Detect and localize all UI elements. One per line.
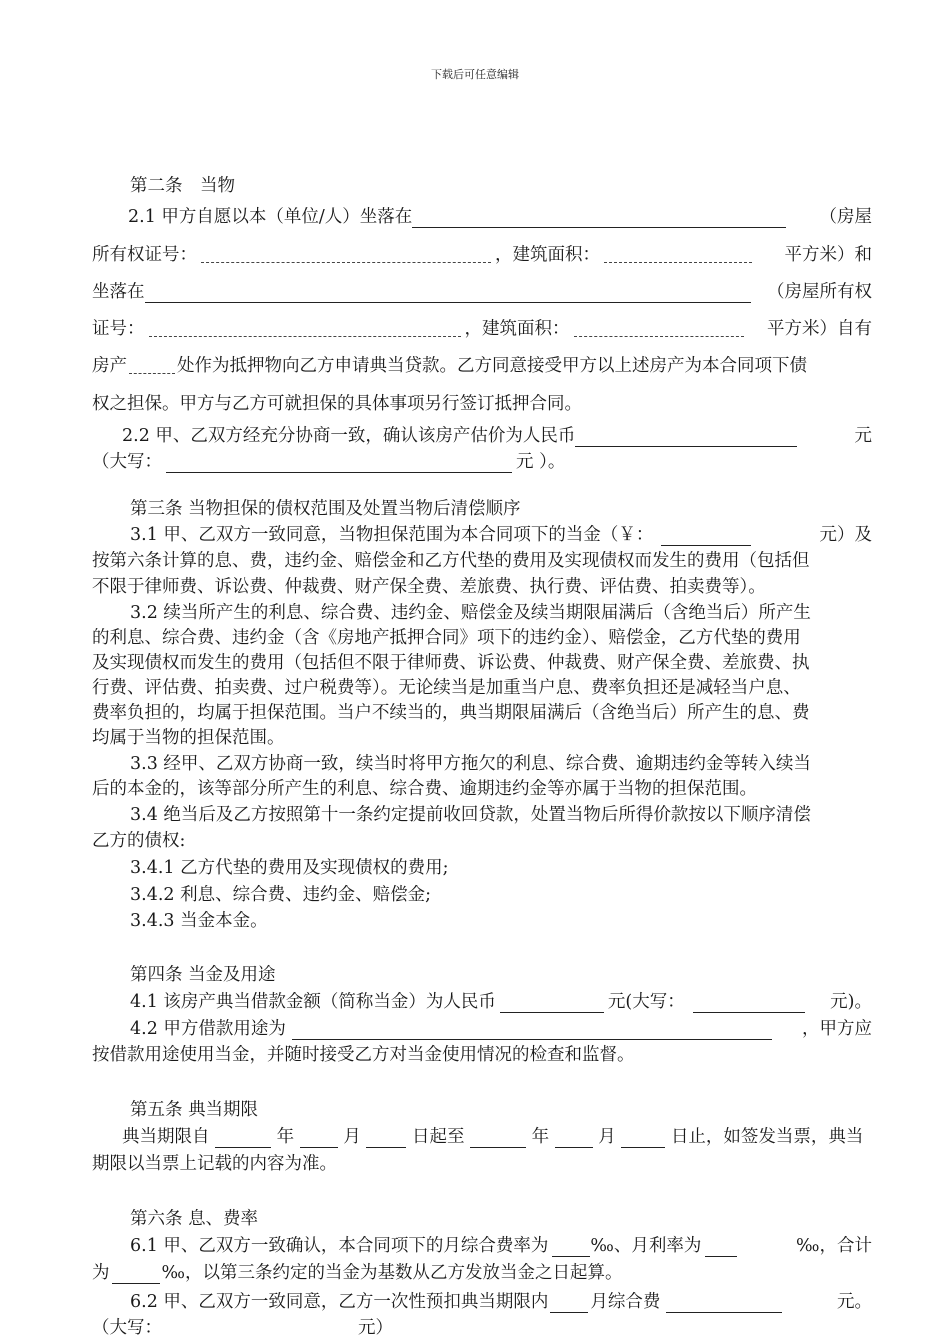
article-2-line-7: 2.2 甲、乙双方经充分协商一致，确认该房产估价为人民币 元 xyxy=(122,426,872,446)
article-4-line-3: 按借款用途使用当金，并随时接受乙方对当金使用情况的检查和监督。 xyxy=(92,1045,635,1065)
blank-location-2[interactable] xyxy=(145,284,751,303)
article-2-line-1: 2.1 甲方自愿以本（单位/人）坐落在 （房屋 xyxy=(128,207,872,227)
article-3-line-7: 行费、评估费、拍卖费、过户税费等）。无论续当是加重当户息、费率负担还是减轻当户息、 xyxy=(92,678,801,698)
article-3-title: 第三条 当物担保的债权范围及处置当物后清偿顺序 xyxy=(130,499,521,519)
page-header: 下载后可任意编辑 xyxy=(431,68,519,81)
article-3-line-11: 后的本金的，该等部分所产生的利息、综合费、逾期违约金等亦属于当物的担保范围。 xyxy=(92,779,757,799)
blank-property-count[interactable] xyxy=(129,359,175,374)
article-3-line-13: 乙方的债权: xyxy=(92,831,186,851)
article-6-line-4: （大写： 元） xyxy=(92,1318,393,1338)
blank-loan-amount-words[interactable] xyxy=(693,994,805,1013)
article-2-line-6: 权之担保。甲方与乙方可就担保的具体事项另行签订抵押合同。 xyxy=(92,394,582,414)
article-4-title: 第四条 当金及用途 xyxy=(130,965,276,985)
article-3-line-9: 均属于当物的担保范围。 xyxy=(92,728,285,748)
article-3-line-8: 费率负担的，均属于担保范围。当户不续当的，典当期限届满后（含绝当后）所产生的息、费 xyxy=(92,703,810,723)
blank-appraised-value-words[interactable] xyxy=(166,454,512,473)
blank-total-rate[interactable] xyxy=(112,1265,160,1284)
blank-location-1[interactable] xyxy=(412,209,786,228)
blank-appraised-value[interactable] xyxy=(575,428,797,447)
article-2-title: 第二条 当物 xyxy=(130,176,235,196)
blank-prepaid-months[interactable] xyxy=(550,1294,588,1313)
article-2-line-8: （大写： 元 ）。 xyxy=(92,452,566,472)
article-5-title: 第五条 典当期限 xyxy=(130,1100,259,1120)
blank-start-year[interactable] xyxy=(215,1129,271,1148)
blank-area-1[interactable] xyxy=(604,248,752,263)
article-3-line-3: 不限于律师费、诉讼费、仲裁费、财产保全费、差旅费、执行费、评估费、拍卖费等）。 xyxy=(92,577,766,597)
article-3-line-2: 按第六条计算的息、费，违约金、赔偿金和乙方代垫的费用及实现债权而发生的费用（包括但 xyxy=(92,551,810,571)
article-3-item-3-4-2: 3.4.2 利息、综合费、违约金、赔偿金; xyxy=(130,885,431,905)
blank-end-month[interactable] xyxy=(555,1129,593,1148)
article-3-line-12: 3.4 绝当后及乙方按照第十一条约定提前收回贷款，处置当物后所得价款按以下顺序清偿 xyxy=(130,805,811,825)
blank-principal-amount[interactable] xyxy=(661,527,751,546)
blank-cert-no-1[interactable] xyxy=(201,248,491,263)
blank-monthly-interest-rate[interactable] xyxy=(705,1238,737,1257)
article-6-title: 第六条 息、费率 xyxy=(130,1209,259,1229)
article-3-line-1: 3.1 甲、乙双方一致同意，当物担保范围为本合同项下的当金（￥： 元）及 xyxy=(130,525,872,545)
blank-monthly-fee-rate[interactable] xyxy=(552,1238,590,1257)
article-2-line-2: 所有权证号： ，建筑面积： 平方米）和 xyxy=(92,245,872,265)
article-3-line-6: 及实现债权而发生的费用（包括但不限于律师费、诉讼费、仲裁费、财产保全费、差旅费、执 xyxy=(92,653,810,673)
article-3-item-3-4-3: 3.4.3 当金本金。 xyxy=(130,911,268,931)
blank-loan-amount[interactable] xyxy=(500,994,604,1013)
article-2-line-5: 房产 处作为抵押物向乙方申请典当贷款。乙方同意接受甲方以上述房产为本合同项下债 xyxy=(92,356,807,376)
blank-cert-no-2[interactable] xyxy=(149,322,461,337)
article-6-line-2: 为 ‰，以第三条约定的当金为基数从乙方发放当金之日起算。 xyxy=(92,1263,623,1283)
article-3-line-4: 3.2 续当所产生的利息、综合费、违约金、赔偿金及续当期限届满后（含绝当后）所产生 xyxy=(130,603,811,623)
blank-area-2[interactable] xyxy=(574,322,744,337)
article-3-line-5: 的利息、综合费、违约金（含《房地产抵押合同》项下的违约金）、赔偿金，乙方代垫的费用 xyxy=(92,628,801,648)
article-5-line-1: 典当期限自 年 月 日起至 年 月 日止，如签发当票，典当 xyxy=(122,1127,864,1147)
blank-end-year[interactable] xyxy=(470,1129,526,1148)
article-5-line-2: 期限以当票上记载的内容为准。 xyxy=(92,1154,337,1174)
article-2-line-4: 证号： ，建筑面积： 平方米）自有 xyxy=(92,319,872,339)
article-2-line-3: 坐落在 （房屋所有权 xyxy=(92,282,872,302)
blank-prepaid-fee[interactable] xyxy=(666,1294,782,1313)
article-4-line-1: 4.1 该房产典当借款金额（简称当金）为人民币 元(大写： 元)。 xyxy=(130,992,872,1012)
blank-end-day[interactable] xyxy=(621,1129,665,1148)
article-4-line-2: 4.2 甲方借款用途为 ，甲方应 xyxy=(130,1019,872,1039)
blank-start-month[interactable] xyxy=(300,1129,338,1148)
article-3-item-3-4-1: 3.4.1 乙方代垫的费用及实现债权的费用; xyxy=(130,858,449,878)
article-3-line-10: 3.3 经甲、乙双方协商一致，续当时将甲方拖欠的利息、综合费、逾期违约金等转入续当 xyxy=(130,754,811,774)
blank-loan-purpose[interactable] xyxy=(292,1021,772,1040)
blank-start-day[interactable] xyxy=(366,1129,406,1148)
article-6-line-1: 6.1 甲、乙双方一致确认，本合同项下的月综合费率为 ‰、月利率为 ‰，合计 xyxy=(130,1236,872,1256)
article-6-line-3: 6.2 甲、乙双方一致同意，乙方一次性预扣典当期限内 月综合费 元。 xyxy=(130,1292,872,1312)
